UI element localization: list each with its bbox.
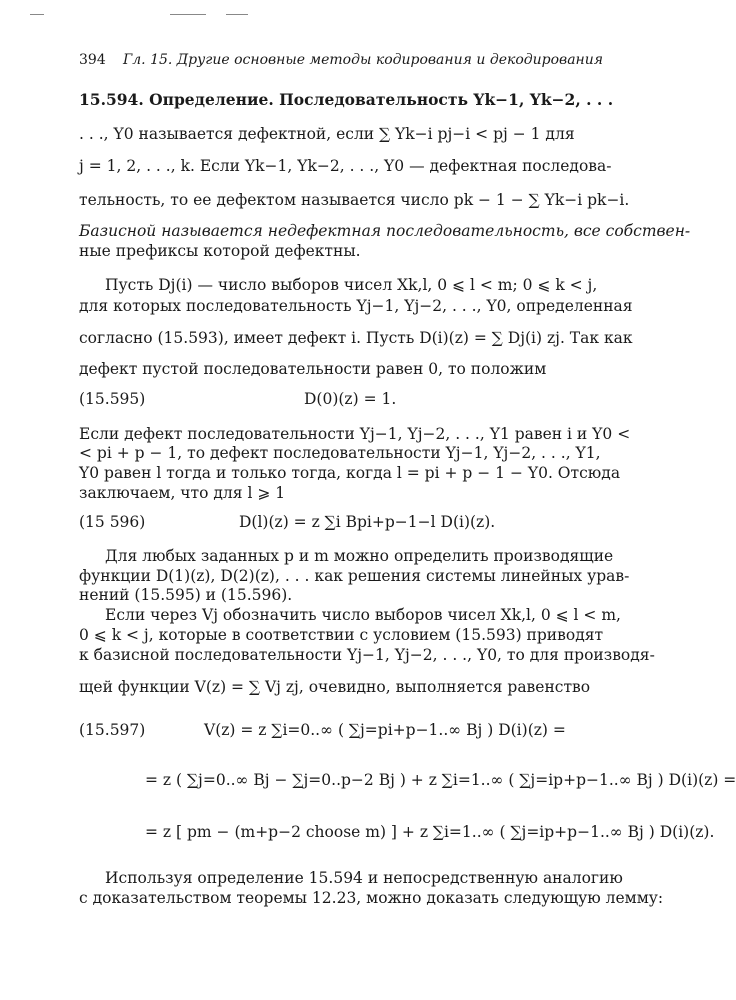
text-line: с доказательством теоремы 12.23, можно доказать следующую лемму: <box>79 889 664 907</box>
text-line: к базисной последовательности Yj−1, Yj−2, . . ., Y0, то для производя- <box>79 646 655 664</box>
margin-mark <box>170 14 206 15</box>
text-line: согласно (15.593), имеет дефект i. Пусть D(i)(z) = ∑ Dj(i) zj. Так как <box>79 329 633 347</box>
equation-body: D(l)(z) = z ∑i Bpi+p−1−l D(i)(z). <box>239 513 496 531</box>
text-line: Пусть Dj(i) — число выборов чисел Xk,l, 0 ⩽ l < m; 0 ⩽ k < j, <box>105 276 598 294</box>
equation-body: = z [ pm − (m+p−2 choose m) ] + z ∑i=1..∞ ( ∑j=ip+p−1..∞ Bj ) D(i)(z). <box>145 823 715 841</box>
page-number: 394 <box>79 52 106 68</box>
text-line: Используя определение 15.594 и непосредственную аналогию <box>105 869 623 887</box>
text-line: дефект пустой последовательности равен 0, то положим <box>79 360 547 378</box>
text-line: . . ., Y0 называется дефектной, если ∑ Yk−i pj−i < pj − 1 для <box>79 125 575 143</box>
text-line: < pi + p − 1, то дефект последовательности Yj−1, Yj−2, . . ., Y1, <box>79 444 601 462</box>
text-line: для которых последовательность Yj−1, Yj−2, . . ., Y0, определенная <box>79 297 633 315</box>
text-line: j = 1, 2, . . ., k. Если Yk−1, Yk−2, . . ., Y0 — дефектная последова- <box>79 157 612 175</box>
equation-body: D(0)(z) = 1. <box>304 390 397 408</box>
text-line: Если дефект последовательности Yj−1, Yj−2, . . ., Y1 равен i и Y0 < <box>79 425 631 443</box>
margin-mark <box>30 14 44 15</box>
text-line: заключаем, что для l ⩾ 1 <box>79 484 286 502</box>
running-title: Гл. 15. Другие основные методы кодирования и декодирования <box>123 52 604 68</box>
definition-line: 15.594. Определение. Последовательность Yk−1, Yk−2, . . . <box>79 90 614 109</box>
text-line: Если через Vj обозначить число выборов чисел Xk,l, 0 ⩽ l < m, <box>105 606 621 624</box>
margin-mark <box>226 14 248 15</box>
text-line: щей функции V(z) = ∑ Vj zj, очевидно, выполняется равенство <box>79 678 591 696</box>
text-line: тельность, то ее дефектом называется число pk − 1 − ∑ Yk−i pk−i. <box>79 191 630 209</box>
equation-number: (15.595) <box>79 390 146 408</box>
equation-body: V(z) = z ∑i=0..∞ ( ∑j=pi+p−1..∞ Bj ) D(i)(z) = <box>204 721 566 739</box>
text-line: Y0 равен l тогда и только тогда, когда l = pi + p − 1 − Y0. Отсюда <box>79 464 621 482</box>
equation-number: (15.597) <box>79 721 146 739</box>
equation-number: (15 596) <box>79 513 146 531</box>
text-line: ные префиксы которой дефектны. <box>79 242 361 260</box>
text-line: функции D(1)(z), D(2)(z), . . . как решения системы линейных урав- <box>79 567 630 585</box>
text-line: 0 ⩽ k < j, которые в соответствии с условием (15.593) приводят <box>79 626 604 644</box>
equation-body: = z ( ∑j=0..∞ Bj − ∑j=0..p−2 Bj ) + z ∑i=1..∞ ( ∑j=ip+p−1..∞ Bj ) D(i)(z) = <box>145 771 736 789</box>
text-line: Для любых заданных p и m можно определить производящие <box>105 547 614 565</box>
text-line: Базисной называется недефектная последовательность, все собствен- <box>79 222 691 240</box>
text-line: нений (15.595) и (15.596). <box>79 586 293 604</box>
